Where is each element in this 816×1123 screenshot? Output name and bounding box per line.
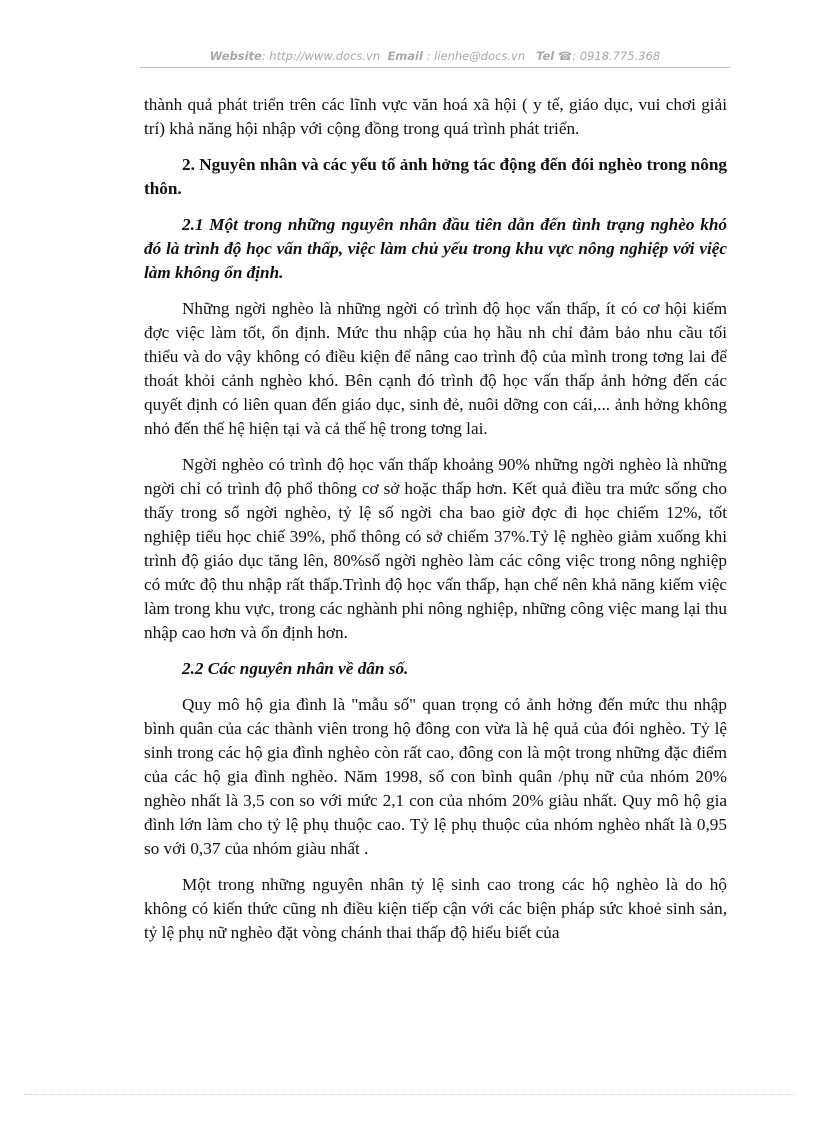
subsection-heading-2-1: 2.1 Một trong những nguyên nhân đầu tiên dẫn đến tình trạng nghèo khó đó là trình độ học vấn thấp, việc làm chủ yếu trong khu vực nông nghiệp với việc làm không ổn định. [144, 215, 727, 282]
tel-label: Tel [536, 49, 555, 63]
paragraph-education-2: Ngời nghèo có trình độ học vấn thấp khoảng 90% những ngời nghèo là những ngời chỉ có trình độ phổ thông cơ sở hoặc thấp hơn. Kết quả điều tra mức sống cho thấy trong số ngời nghèo, tỷ lệ số ngời cha bao giờ đợc đi học chiếm 12%, tốt nghiệp tiểu học chiế 39%, phổ thông có sở chiếm 37%.Tỷ lệ nghèo giảm xuống khi trình độ giáo dục tăng lên, 80%số ngời nghèo làm các công việc trong nông nghiệp có mức độ thu nhập rất thấp.Trình độ học vấn thấp, hạn chế nên khả năng kiếm việc làm trong khu vực, trong các nghành phi nông nghiệp, những công việc mang lại thu nhập cao hơn và ổn định hơn. [144, 455, 727, 642]
paragraph-population-2: Một trong những nguyên nhân tỷ lệ sinh cao trong các hộ nghèo là do hộ không có kiến thức cũng nh điều kiện tiếp cận với các biện pháp sức khoẻ sinh sản, tỷ lệ phụ nữ nghèo đặt vòng chánh thai thấp độ hiểu biết của [144, 875, 727, 942]
paragraph-population-1: Quy mô hộ gia đình là "mẫu số" quan trọng có ảnh hởng đến mức thu nhập bình quân của các thành viên trong hộ đông con vừa là hệ quả của đói nghèo. Tỷ lệ sinh trong các hộ gia đình nghèo còn rất cao, đông con là một trong những đặc điểm của các hộ gia đình nghèo. Năm 1998, số con bình quân /phụ nữ của nhóm 20% nghèo nhất là 3,5 con so với mức 2,1 con của nhóm 20% giàu nhất. Quy mô hộ gia đình lớn làm cho tỷ lệ phụ thuộc cao. Tỷ lệ phụ thuộc của nhóm nghèo nhất là 0,95 so với 0,37 của nhóm giàu nhất . [144, 695, 727, 858]
website-label: Website [209, 49, 262, 63]
email-value: : lienhe@docs.vn [426, 49, 526, 63]
header-divider [140, 67, 730, 68]
document-body [144, 93, 727, 957]
page-header [140, 48, 730, 64]
website-value: : http://www.docs.vn [261, 49, 381, 63]
phone-icon: ☎ [557, 49, 573, 63]
subsection-heading-2-2: 2.2 Các nguyên nhân về dân số. [182, 659, 409, 678]
email-label: Email [387, 49, 423, 63]
paragraph-education-1: Những ngời nghèo là những ngời có trình độ học vấn thấp, ít có cơ hội kiếm đợc việc làm tốt, ổn định. Mức thu nhập của họ hầu nh chỉ đảm bảo nhu cầu tối thiểu và do vậy không có điều kiện để nâng cao trình độ của mình trong tơng lai để thoát khỏi cảnh nghèo khó. Bên cạnh đó trình độ học vấn thấp ảnh hởng đến các quyết định có liên quan đến giáo dục, sinh đẻ, nuôi dỡng con cái,... ảnh hởng không nhỏ đến thế hệ hiện tại và cả thế hệ trong tơng lai. [144, 299, 727, 438]
footer-divider [24, 1094, 794, 1095]
tel-value: : 0918.775.368 [572, 49, 661, 63]
section-heading-2: 2. Nguyên nhân và các yếu tố ảnh hởng tác động đến đói nghèo trong nông thôn. [144, 155, 727, 198]
paragraph-intro: thành quả phát triển trên các lĩnh vực văn hoá xã hội ( y tế, giáo dục, vui chơi giải trí) khả năng hội nhập với cộng đồng trong quá trình phát triển. [144, 95, 727, 138]
